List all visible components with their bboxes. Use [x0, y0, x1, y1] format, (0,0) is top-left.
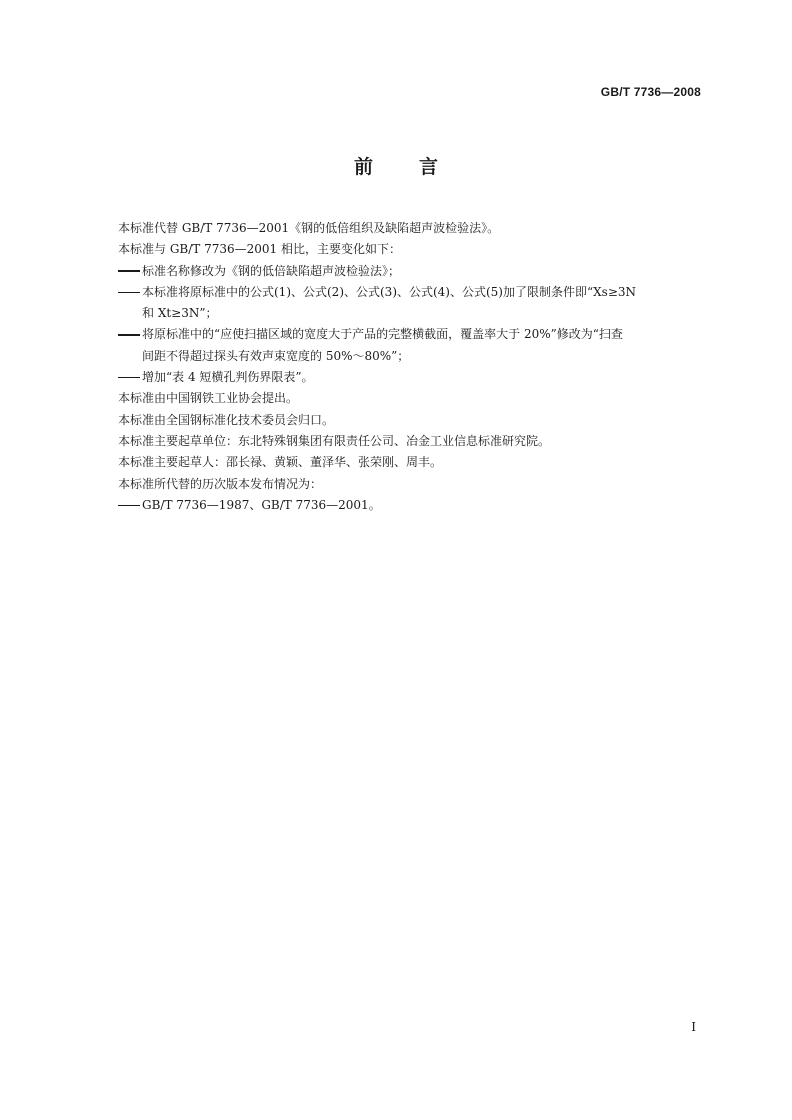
change-item-text: 增加“表 4 短横孔判伤界限表”。 — [142, 370, 314, 385]
document-code: GB/T 7736—2008 — [600, 85, 701, 99]
change-item — [118, 367, 698, 388]
statement-drafting-units: 本标准主要起草单位：东北特殊钢集团有限责任公司、冶金工业信息标准研究院。 — [118, 433, 551, 448]
page-number: I — [691, 1020, 696, 1034]
statement-proposer: 本标准由中国钢铁工业协会提出。 — [118, 391, 299, 406]
history-item — [118, 495, 698, 516]
change-item-text: 标准名称修改为《钢的低倍缺陷超声波检验法》； — [142, 263, 401, 278]
dash-marker — [118, 367, 142, 388]
change-item — [118, 282, 698, 303]
change-item-text: 将原标准中的“应使扫描区域的宽度大于产品的完整横截面，覆盖率大于 20%”修改为“扫查 — [142, 327, 623, 342]
statement-history-intro: 本标准所代替的历次版本发布情况为： — [118, 476, 323, 491]
change-item-text: 本标准将原标准中的公式(1)、公式(2)、公式(3)、公式(4)、公式(5)加了限制条件即“Xs≥3N — [142, 284, 637, 299]
history-item-text: GB/T 7736—1987、GB/T 7736—2001。 — [142, 497, 381, 512]
dash-marker — [118, 282, 142, 303]
statement-committee: 本标准由全国钢标准化技术委员会归口。 — [118, 412, 335, 427]
paragraph-replaces: 本标准代替 GB/T 7736—2001《钢的低倍组织及缺陷超声波检验法》。 — [118, 221, 500, 235]
change-item-continuation: 和 Xt≥3N”； — [142, 306, 218, 321]
change-item-continuation: 间距不得超过探头有效声束宽度的 50%～80%”； — [142, 348, 410, 363]
dash-marker — [118, 324, 142, 345]
page-title: 前言 — [353, 156, 484, 178]
change-item — [118, 324, 698, 345]
paragraph-changes-intro: 本标准与 GB/T 7736—2001 相比，主要变化如下： — [118, 242, 401, 257]
dash-marker — [118, 495, 142, 516]
dash-marker — [118, 261, 142, 282]
change-item — [118, 261, 698, 282]
statement-drafters: 本标准主要起草人：邵长禄、黄颖、董泽华、张荣刚、周丰。 — [118, 455, 443, 470]
foreword-body — [118, 218, 698, 516]
